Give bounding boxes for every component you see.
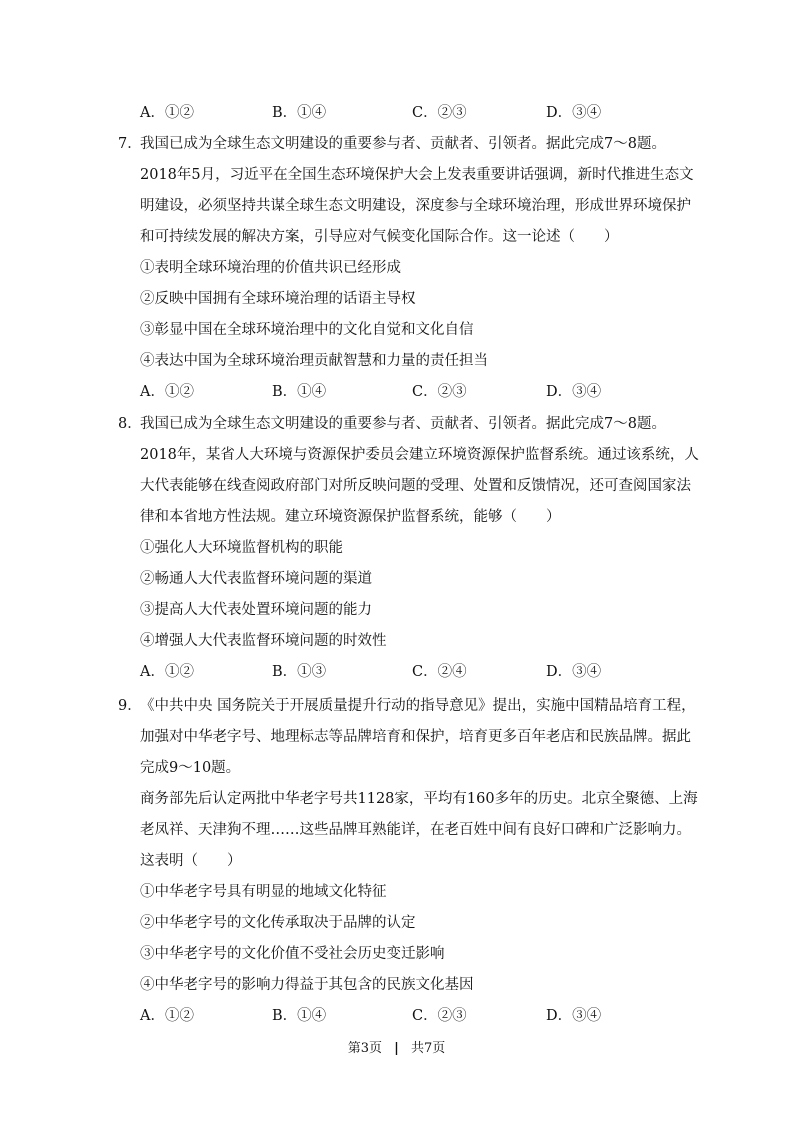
q9-statement-1: ①中华老字号具有明显的地域文化特征 <box>140 884 387 900</box>
q7-option-d[interactable]: D．③④ <box>546 384 602 400</box>
q7-statement-4: ④表达中国为全球环境治理贡献智慧和力量的责任担当 <box>140 353 488 369</box>
q8-stem-line: 大代表能够在线查阅政府部门对所反映问题的受理、处置和反馈情况，还可查阅国家法 <box>140 478 691 494</box>
q7-statement-1: ①表明全球环境治理的价值共识已经形成 <box>140 260 401 276</box>
q9-option-d[interactable]: D．③④ <box>546 1008 602 1024</box>
q8-statement-4: ④增强人大代表监督环境问题的时效性 <box>140 633 387 649</box>
q7-statement-2: ②反映中国拥有全球环境治理的话语主导权 <box>140 291 416 307</box>
q9-options <box>140 1006 700 1026</box>
q9-option-a[interactable]: A．①② <box>140 1008 194 1024</box>
q7-stem-line: 2018年5月，习近平在全国生态环境保护大会上发表重要讲话强调，新时代推进生态文 <box>140 167 694 183</box>
q8-stem-line: 我国已成为全球生态文明建设的重要参与者、贡献者、引领者。据此完成7～8题。 <box>140 416 666 432</box>
q8-stem-line: 律和本省地方性法规。建立环境资源保护监督系统，能够（ ） <box>140 509 561 525</box>
q6-option-b[interactable]: B．①④ <box>272 105 327 121</box>
q8-statement-2: ②畅通人大代表监督环境问题的渠道 <box>140 571 372 587</box>
q9-option-c[interactable]: C．②③ <box>412 1008 467 1024</box>
q7-stem-line: 我国已成为全球生态文明建设的重要参与者、贡献者、引领者。据此完成7～8题。 <box>140 136 666 152</box>
q7-option-a[interactable]: A．①② <box>140 384 194 400</box>
page-footer <box>0 1040 793 1058</box>
q9-stem-line: 这表明（ ） <box>140 853 242 869</box>
q9-statement-3: ③中华老字号的文化价值不受社会历史变迁影响 <box>140 946 445 962</box>
q9-stem-line: 老凤祥、天津狗不理……这些品牌耳熟能详，在老百姓中间有良好口碑和广泛影响力。 <box>140 822 691 838</box>
q8-options <box>140 662 700 682</box>
q9-statement-4: ④中华老字号的影响力得益于其包含的民族文化基因 <box>140 977 474 993</box>
q7-stem-line: 明建设，必须坚持共谋全球生态文明建设，深度参与全球环境治理，形成世界环境保护 <box>140 198 691 214</box>
q9-option-b[interactable]: B．①④ <box>272 1008 327 1024</box>
q8-option-d[interactable]: D．③④ <box>546 664 602 680</box>
q6-option-a[interactable]: A．①② <box>140 105 194 121</box>
q7-stem-line: 和可持续发展的解决方案，引导应对气候变化国际合作。这一论述（ ） <box>140 229 619 245</box>
current-page-label: 第3页 <box>347 1041 382 1056</box>
q7-option-b[interactable]: B．①④ <box>272 384 327 400</box>
q7-option-c[interactable]: C．②③ <box>412 384 467 400</box>
q8-option-b[interactable]: B．①③ <box>272 664 327 680</box>
q9-stem-line: 《中共中央 国务院关于开展质量提升行动的指导意见》提出，实施中国精品培育工程， <box>140 698 696 714</box>
q9-stem-line: 完成9～10题。 <box>140 760 241 776</box>
q9-statement-2: ②中华老字号的文化传承取决于品牌的认定 <box>140 915 416 931</box>
q6-option-d[interactable]: D．③④ <box>546 105 602 121</box>
q8-statement-1: ①强化人大环境监督机构的职能 <box>140 540 343 556</box>
q8-option-a[interactable]: A．①② <box>140 664 194 680</box>
q8-number: 8． <box>118 416 142 432</box>
q9-stem-line: 商务部先后认定两批中华老字号共1128家，平均有160多年的历史。北京全聚德、上海 <box>140 791 698 807</box>
footer-separator: | <box>394 1041 399 1056</box>
total-pages-label: 共7页 <box>411 1041 446 1056</box>
q9-stem-line: 加强对中华老字号、地理标志等品牌培育和保护，培育更多百年老店和民族品牌。据此 <box>140 729 691 745</box>
q6-options <box>140 103 700 123</box>
q8-statement-3: ③提高人大代表处置环境问题的能力 <box>140 602 372 618</box>
q7-number: 7． <box>118 136 142 152</box>
q6-option-c[interactable]: C．②③ <box>412 105 467 121</box>
q9-number: 9． <box>118 698 142 714</box>
q8-stem-line: 2018年，某省人大环境与资源保护委员会建立环境资源保护监督系统。通过该系统，人 <box>140 447 699 463</box>
q7-options <box>140 382 700 402</box>
q7-statement-3: ③彰显中国在全球环境治理中的文化自觉和文化自信 <box>140 322 474 338</box>
q8-option-c[interactable]: C．②④ <box>412 664 467 680</box>
